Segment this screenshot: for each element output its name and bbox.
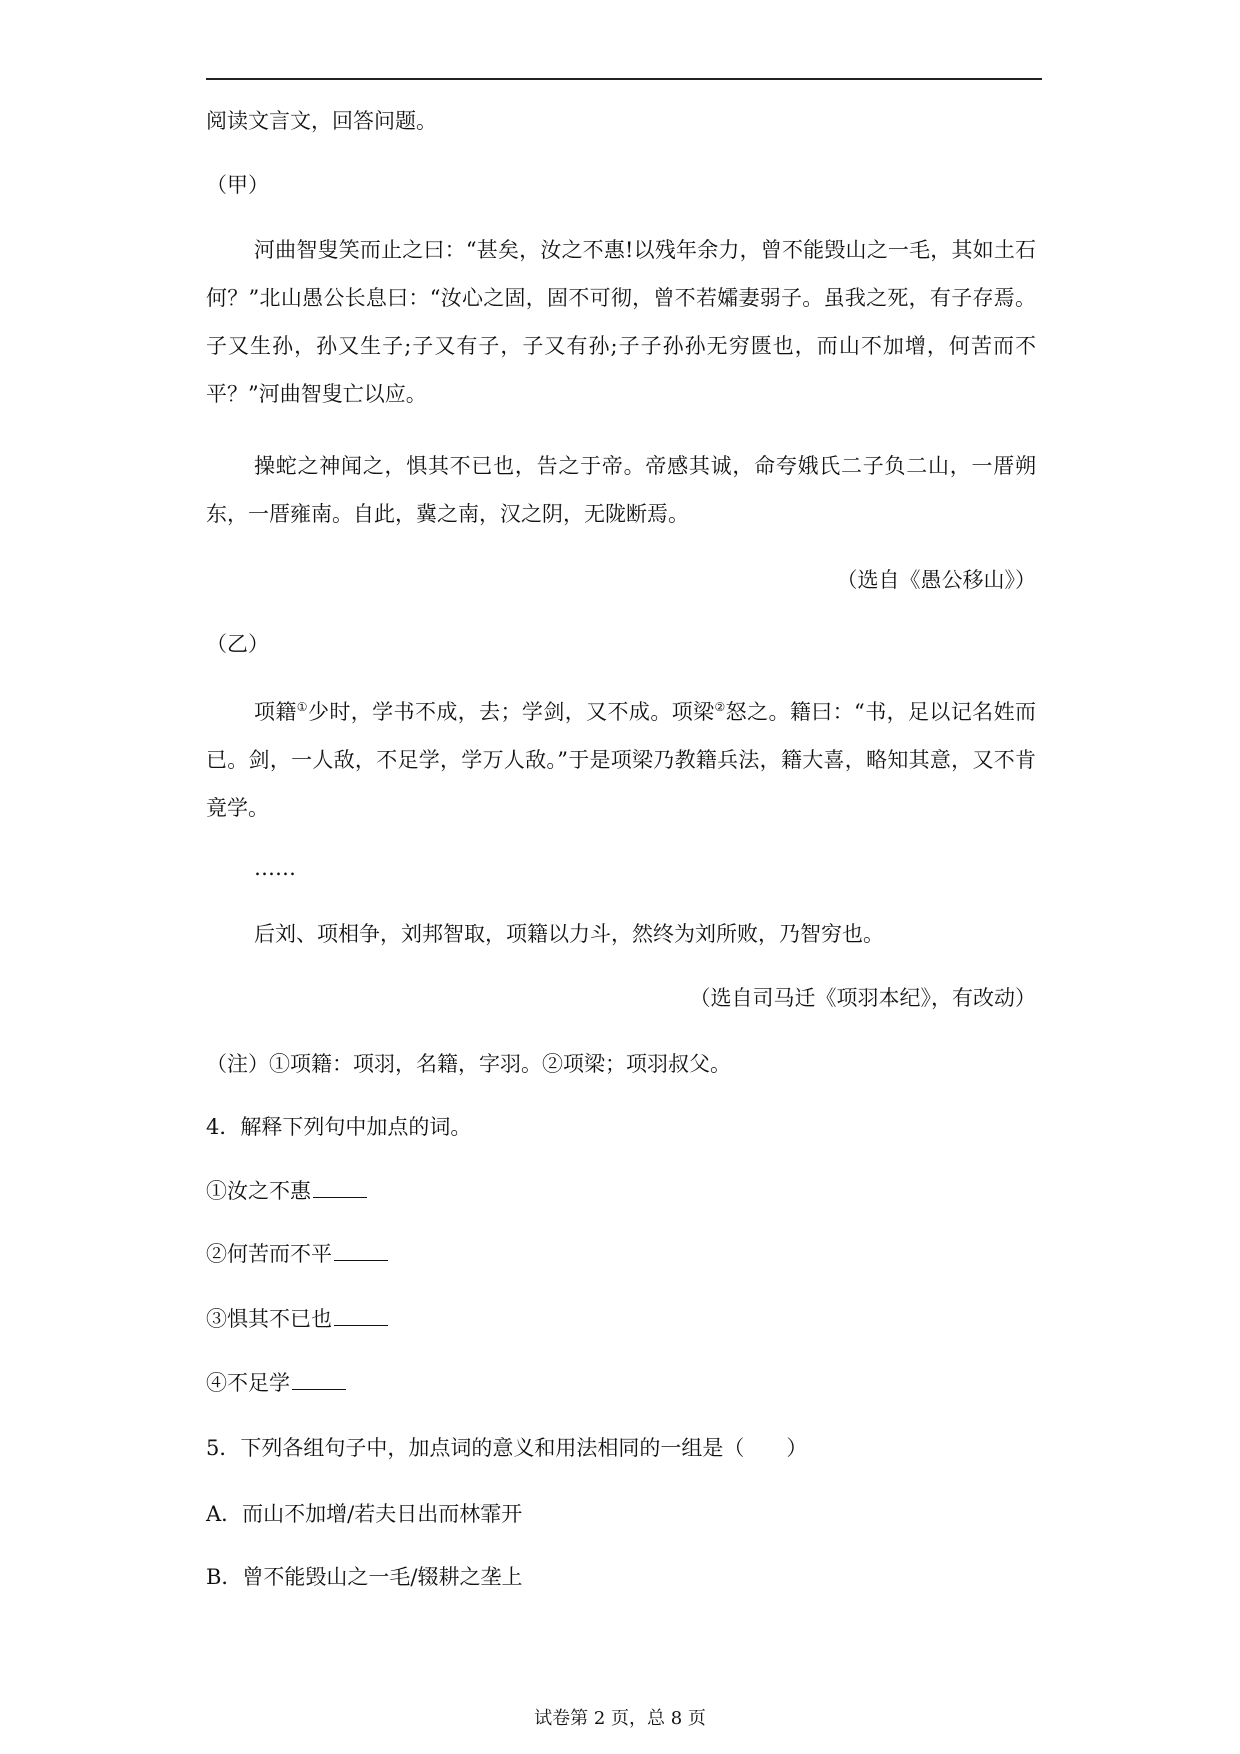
yi-paragraph-1 [206,688,1036,832]
q4-item-3 [206,1305,388,1333]
yi-text-a: 项籍 [254,700,297,724]
jia-paragraph-1: 河曲智叟笑而止之曰：“甚矣，汝之不惠!以残年余力，曾不能毁山之一毛，其如土石何？”北山愚公长息曰：“汝心之固，固不可彻，曾不若孀妻弱子。虽我之死，有子存焉。子又生孙，孙又生子;子又有子，子又有孙;子子孙孙无穷匮也，而山不加增，何苦而不平？”河曲智叟亡以应。 [206,238,1036,406]
answer-blank-4[interactable] [292,1369,346,1390]
jia-paragraph-2: 操蛇之神闻之，惧其不已也，告之于帝。帝感其诚，命夸娥氏二子负二山，一厝朔东，一厝雍南。自此，冀之南，汉之阴，无陇断焉。 [206,454,1036,526]
footnote-marker-2: ② [714,700,726,714]
yi-paragraph-2: 后刘、项相争，刘邦智取，项籍以力斗，然终为刘所败，乃智穷也。 [254,922,884,946]
answer-blank-3[interactable] [334,1305,388,1326]
question-5-stem: 5．下列各组句子中，加点词的意义和用法相同的一组是（ ） [206,1436,808,1460]
q5-option-b[interactable]: B．曾不能毁山之一毛/辍耕之垄上 [206,1565,523,1589]
yi-ellipsis: …… [254,856,296,880]
question-4-stem: 4．解释下列句中加点的词。 [206,1115,472,1139]
q4-item-1 [206,1177,367,1205]
intro-text: 阅读文言文，回答问题。 [206,109,437,133]
annotation-note: （注）①项籍：项羽，名籍，字羽。②项梁；项羽叔父。 [206,1052,731,1076]
q4-item-3-text: ③惧其不已也 [206,1307,332,1331]
footnote-marker-1: ① [296,700,308,714]
q5-option-a[interactable]: A．而山不加增/若夫日出而林霏开 [206,1502,523,1526]
q4-item-1-text: ①汝之不惠 [206,1179,311,1203]
yi-source: （选自司马迁《项羽本纪》，有改动） [689,986,1036,1010]
jia-source: （选自《愚公移山》） [836,568,1036,592]
q4-item-2-text: ②何苦而不平 [206,1242,332,1266]
q4-item-2 [206,1240,388,1268]
answer-blank-1[interactable] [313,1177,367,1198]
yi-text-c: 怒之。籍曰：“书，足以记名姓而已。剑，一人敌，不足学，学万人敌。”于是项梁乃教籍兵法，籍大喜，略知其意，又不肯竟学。 [206,700,1036,820]
q4-item-4-text: ④不足学 [206,1371,290,1395]
answer-blank-2[interactable] [334,1240,388,1261]
section-jia-label: （甲） [206,173,269,197]
yi-text-b: 少时，学书不成，去；学剑，又不成。项梁 [307,700,715,724]
header-rule [206,78,1042,80]
page-footer: 试卷第 2 页，总 8 页 [534,1708,706,1729]
q4-item-4 [206,1369,346,1397]
section-yi-label: （乙） [206,632,269,656]
